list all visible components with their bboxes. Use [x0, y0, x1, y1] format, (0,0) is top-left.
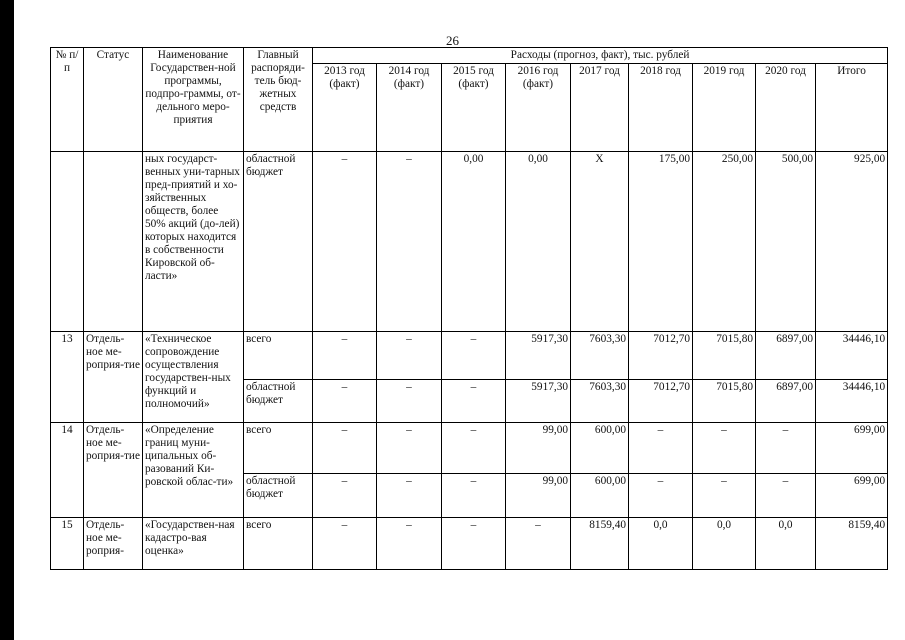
- row-value: 600,00: [571, 423, 629, 474]
- row-value: –: [756, 474, 816, 518]
- row-name: «Государствен-ная кадастро-вая оценка»: [143, 518, 244, 570]
- row-total: 699,00: [816, 474, 888, 518]
- row-value: 0,0: [693, 518, 756, 570]
- row-source: областной бюджет: [244, 152, 313, 332]
- page-number: 26: [446, 33, 459, 48]
- row-value: 500,00: [756, 152, 816, 332]
- row-value: –: [313, 332, 377, 380]
- row-source: всего: [244, 332, 313, 380]
- row-value: 0,00: [442, 152, 506, 332]
- header-year: 2013 год (факт): [313, 64, 377, 152]
- table-row: [51, 152, 888, 332]
- expenses-table: [50, 47, 888, 570]
- row-value: –: [313, 474, 377, 518]
- row-value: –: [377, 332, 442, 380]
- row-source: всего: [244, 518, 313, 570]
- row-status: Отдель-ное ме-роприя-тие: [84, 332, 143, 423]
- row-value: –: [377, 152, 442, 332]
- row-num: 13: [51, 332, 84, 423]
- row-value: 5917,30: [506, 380, 571, 423]
- row-value: –: [693, 474, 756, 518]
- row-value: 0,00: [506, 152, 571, 332]
- row-value: 99,00: [506, 474, 571, 518]
- row-value: 7012,70: [629, 332, 693, 380]
- row-value: 600,00: [571, 474, 629, 518]
- table-row: [51, 518, 888, 570]
- row-total: 8159,40: [816, 518, 888, 570]
- row-value: –: [629, 423, 693, 474]
- header-num: № п/п: [51, 48, 84, 152]
- row-source: всего: [244, 423, 313, 474]
- row-num: 14: [51, 423, 84, 518]
- header-total: Итого: [816, 64, 888, 152]
- row-value: Х: [571, 152, 629, 332]
- row-value: –: [629, 474, 693, 518]
- row-status: Отдель-ное ме-роприя-тие: [84, 423, 143, 518]
- row-value: 0,0: [756, 518, 816, 570]
- row-value: –: [442, 474, 506, 518]
- row-value: 7015,80: [693, 332, 756, 380]
- row-value: 99,00: [506, 423, 571, 474]
- row-num: 15: [51, 518, 84, 570]
- row-value: 5917,30: [506, 332, 571, 380]
- row-value: 175,00: [629, 152, 693, 332]
- row-value: 7603,30: [571, 332, 629, 380]
- row-total: 34446,10: [816, 380, 888, 423]
- row-value: –: [377, 474, 442, 518]
- row-value: –: [313, 423, 377, 474]
- row-value: –: [442, 423, 506, 474]
- row-value: 0,0: [629, 518, 693, 570]
- row-num: [51, 152, 84, 332]
- row-total: 925,00: [816, 152, 888, 332]
- row-source: областной бюджет: [244, 474, 313, 518]
- row-value: –: [313, 152, 377, 332]
- header-year: 2017 год: [571, 64, 629, 152]
- row-value: 8159,40: [571, 518, 629, 570]
- row-total: 34446,10: [816, 332, 888, 380]
- header-expenses: Расходы (прогноз, факт), тыс. рублей: [313, 48, 888, 64]
- row-value: 250,00: [693, 152, 756, 332]
- row-value: –: [693, 423, 756, 474]
- row-value: 7015,80: [693, 380, 756, 423]
- header-year: 2016 год (факт): [506, 64, 571, 152]
- row-value: 7012,70: [629, 380, 693, 423]
- row-value: –: [313, 380, 377, 423]
- row-name: «Техническое сопровождение осуществления государствен-ных функций и полномочий»: [143, 332, 244, 423]
- header-year: 2015 год (факт): [442, 64, 506, 152]
- header-name: Наименование Государствен-ной программы, подпро-граммы, от-дельного меро-приятия: [143, 48, 244, 152]
- row-value: –: [313, 518, 377, 570]
- row-value: –: [756, 423, 816, 474]
- row-value: –: [377, 380, 442, 423]
- header-row-top: [51, 48, 888, 64]
- row-value: 6897,00: [756, 332, 816, 380]
- row-value: –: [442, 332, 506, 380]
- table-row: [51, 332, 888, 380]
- table-row: [51, 423, 888, 474]
- row-value: 6897,00: [756, 380, 816, 423]
- row-source: областной бюджет: [244, 380, 313, 423]
- header-manager: Главный распоряди-тель бюд-жетных средств: [244, 48, 313, 152]
- header-year: 2020 год: [756, 64, 816, 152]
- row-status: Отдель-ное ме-роприя-: [84, 518, 143, 570]
- row-value: –: [377, 423, 442, 474]
- scan-edge-bar: [0, 0, 14, 640]
- header-year: 2018 год: [629, 64, 693, 152]
- header-year: 2019 год: [693, 64, 756, 152]
- row-value: –: [377, 518, 442, 570]
- row-name: «Определение границ муни-ципальных об-разований Ки-ровской облас-ти»: [143, 423, 244, 518]
- row-status: [84, 152, 143, 332]
- row-name: ных государст-венных уни-тарных пред-приятий и хо-зяйственных обществ, более 50% акций (до-лей) которых находится в собственности Кировской об-ласти»: [143, 152, 244, 332]
- row-value: –: [442, 518, 506, 570]
- row-total: 699,00: [816, 423, 888, 474]
- row-value: –: [506, 518, 571, 570]
- row-value: –: [442, 380, 506, 423]
- header-year: 2014 год (факт): [377, 64, 442, 152]
- row-value: 7603,30: [571, 380, 629, 423]
- header-status: Статус: [84, 48, 143, 152]
